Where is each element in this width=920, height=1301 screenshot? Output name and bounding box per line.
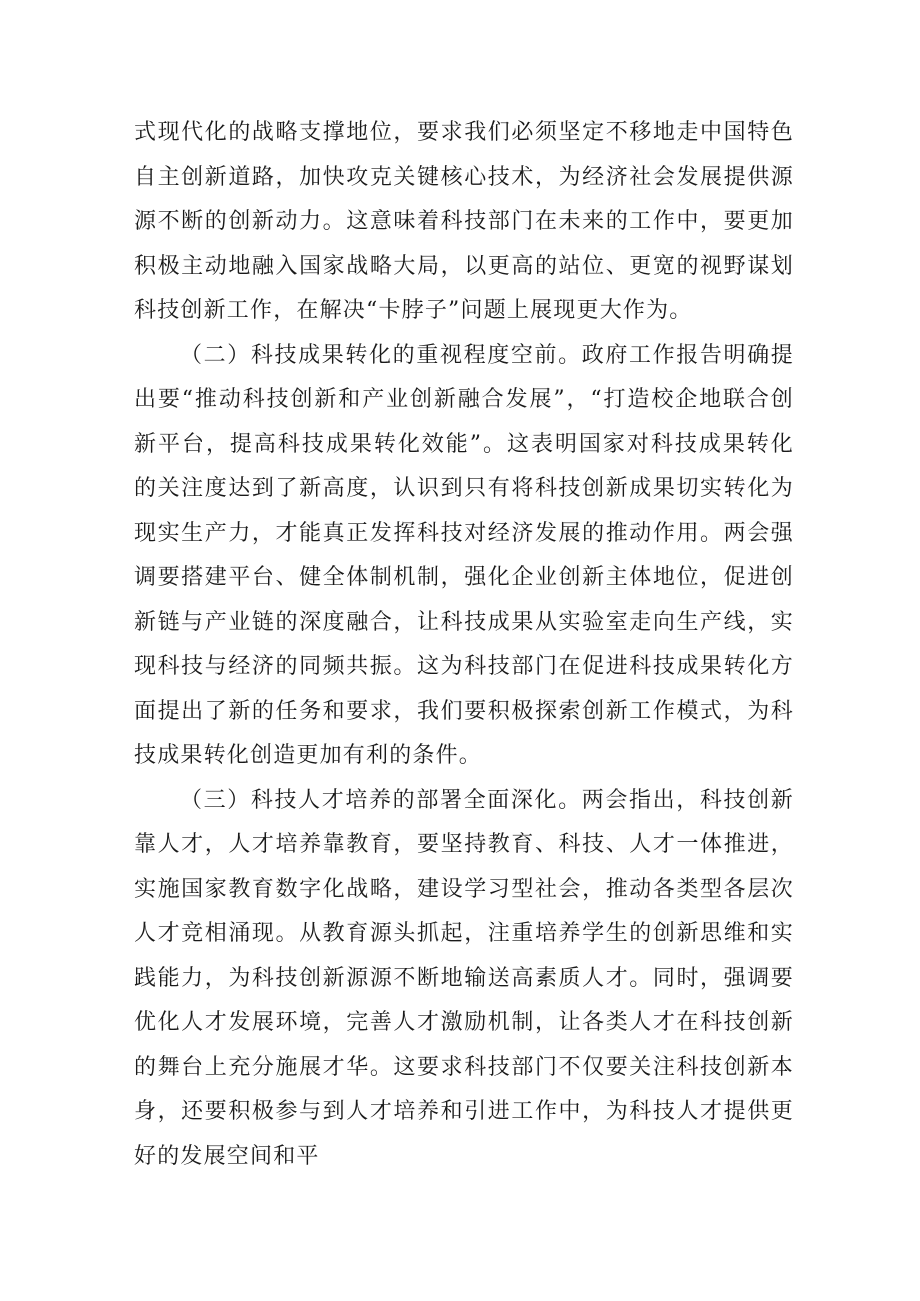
paragraph-section-2: （二）科技成果转化的重视程度空前。政府工作报告明确提出要“推动科技创新和产业创新融合发展”，“打造校企地联合创新平台，提高科技成果转化效能”。这表明国家对科技成果转化的关注度达到了新高度，认识到只有将科技创新成果切实转化为现实生产力，才能真正发挥科技对经济发展的推动作用。两会强调要搭建平台、健全体制机制，强化企业创新主体地位，促进创新链与产业链的深度融合，让科技成果从实验室走向生产线，实现科技与经济的同频共振。这为科技部门在促进科技成果转化方面提出了新的任务和要求，我们要积极探索创新工作模式，为科技成果转化创造更加有利的条件。 xyxy=(134,342,794,768)
paragraph-section-3: （三）科技人才培养的部署全面深化。两会指出，科技创新靠人才，人才培养靠教育，要坚持教育、科技、人才一体推进，实施国家教育数字化战略，建设学习型社会，推动各类型各层次人才竞相涌现。从教育源头抓起，注重培养学生的创新思维和实践能力，为科技创新源源不断地输送高素质人才。同时，强调要优化人才发展环境，完善人才激励机制，让各类人才在科技创新的舞台上充分施展才华。这要求科技部门不仅要关注科技创新本身，还要积极参与到人才培养和引进工作中，为科技人才提供更好的发展空间和平 xyxy=(134,787,794,1169)
document-body xyxy=(134,111,794,1179)
paragraph-continued: 式现代化的战略支撑地位，要求我们必须坚定不移地走中国特色自主创新道路，加快攻克关键核心技术，为经济社会发展提供源源不断的创新动力。这意味着科技部门在未来的工作中，要更加积极主动地融入国家战略大局，以更高的站位、更宽的视野谋划科技创新工作，在解决“卡脖子”问题上展现更大作为。 xyxy=(134,120,794,323)
